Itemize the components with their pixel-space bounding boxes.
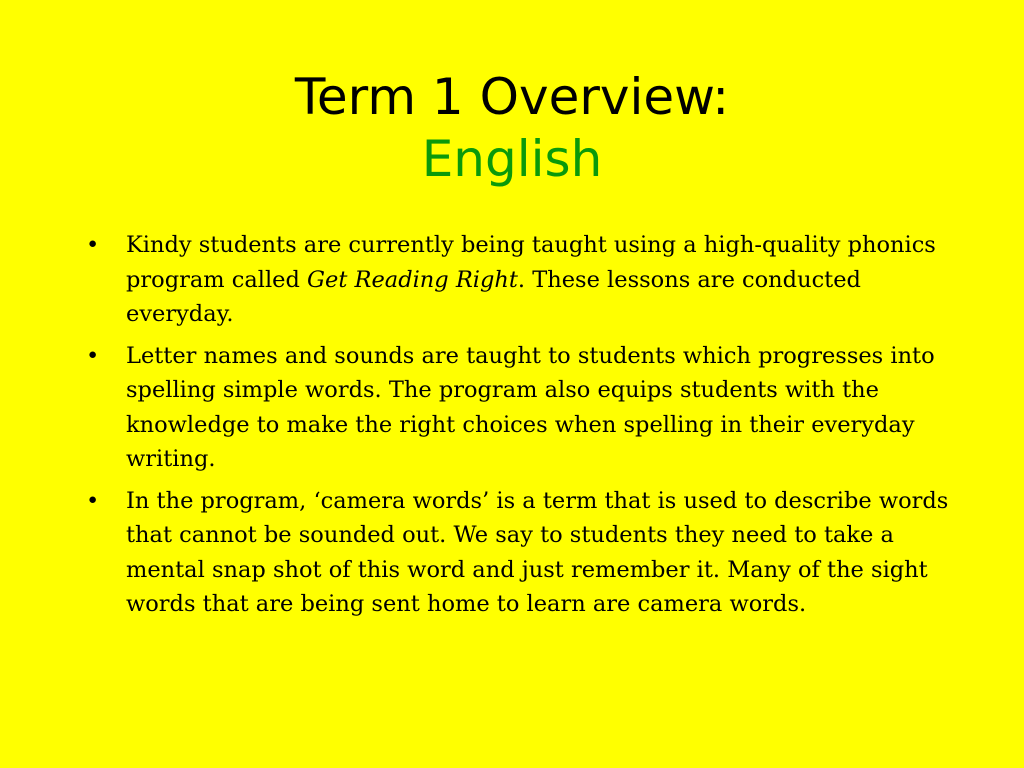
title-line-term-overview: Term 1 Overview: [294,68,730,126]
bullet-item-letter-sounds [86,339,956,477]
bullet-list [86,228,956,629]
bullet-text: In the program, ‘camera words’ is a term that is used to describe words that cannot be sounded out. We say to students they need to take a mental snap shot of this word and just remember it. Many of the sight words that are being sent home to learn are camera words. [126,487,949,617]
bullet-glyph: • [86,232,100,258]
slide-title [0,66,1024,190]
bullet-item-phonics [86,228,956,332]
title-line-subject: English [421,130,603,188]
program-name-emphasis: Get Reading Right [307,266,518,293]
bullet-text-before: Kindy students are currently being taught using a high-quality phonics program called [126,232,936,293]
bullet-text: Letter names and sounds are taught to students which progresses into spelling simple words. The program also equips students with the knowledge to make the right choices when spelling in their everyday writing. [126,342,935,472]
bullet-item-camera-words [86,484,956,622]
bullet-glyph: • [86,487,100,514]
bullet-text-after: . These lessons are conducted everyday. [126,266,861,327]
bullet-glyph: • [86,342,100,369]
